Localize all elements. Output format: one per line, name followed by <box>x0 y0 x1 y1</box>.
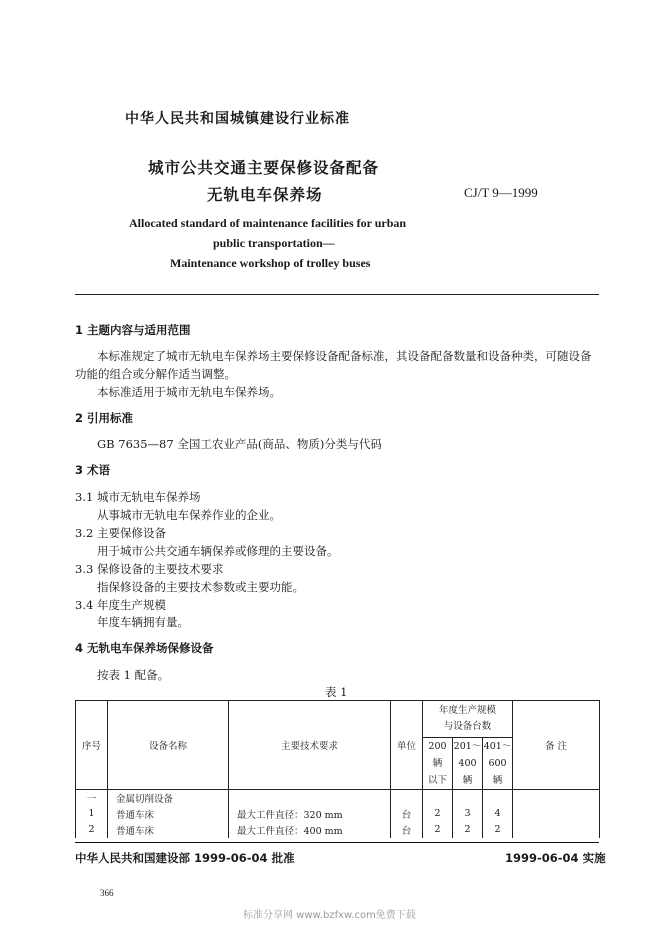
cell-no: 2 <box>76 822 108 838</box>
cell-req <box>229 790 391 806</box>
section-2-title: 2 引用标准 <box>75 411 134 425</box>
term-3-2-definition: 用于城市公共交通车辆保养或修理的主要设备。 <box>97 544 339 558</box>
page-number: 366 <box>100 888 114 898</box>
header-name: 设备名称 <box>108 701 229 790</box>
term-3-3-definition: 指保修设备的主要技术参数或主要功能。 <box>97 580 304 594</box>
cell-note <box>513 790 600 806</box>
cell-note <box>513 822 600 838</box>
cell-c1: 2 <box>423 806 453 822</box>
cell-unit <box>391 790 423 806</box>
cell-c2: 2 <box>453 822 483 838</box>
section-1-title: 1 主题内容与适用范围 <box>75 323 191 337</box>
watermark-text: 标准分享网 www.bzfxw.com免费下载 <box>243 910 416 921</box>
equipment-table <box>75 700 600 838</box>
term-3-4-definition: 年度车辆拥有量。 <box>97 615 189 629</box>
cell-c3: 4 <box>483 806 513 822</box>
cell-note <box>513 806 600 822</box>
cell-c1 <box>423 790 453 806</box>
standard-org: 中华人民共和国城镇建设行业标准 <box>125 111 350 127</box>
header-col1-line2: 以下 <box>427 775 447 786</box>
cell-c3 <box>483 790 513 806</box>
section-1-para-2: 本标准适用于城市无轨电车保养场。 <box>97 385 281 399</box>
reference-standard: GB 7635—87 全国工农业产品(商品、物质)分类与代码 <box>97 437 382 451</box>
header-scale-col1 <box>423 738 453 790</box>
header-scale-col3 <box>483 738 513 790</box>
term-3-4: 3.4 年度生产规模 <box>75 598 166 612</box>
cell-name: 金属切削设备 <box>108 790 229 806</box>
header-col2-line1: 201～ <box>453 741 482 752</box>
cell-c3: 2 <box>483 822 513 838</box>
cell-unit: 台 <box>391 806 423 822</box>
header-unit: 单位 <box>391 701 423 790</box>
approval-line: 中华人民共和国建设部 1999-06-04 批准 <box>75 851 295 865</box>
header-scale <box>423 701 513 738</box>
term-3-2: 3.2 主要保修设备 <box>75 526 166 540</box>
header-divider <box>75 294 599 295</box>
section-3-title: 3 术语 <box>75 463 111 477</box>
section-1-para-1a: 本标准规定了城市无轨电车保养场主要保修设备配备标准，其设备配备数量和设备种类，可随设备 <box>97 349 592 363</box>
header-scale-col2 <box>453 738 483 790</box>
table-row <box>76 790 600 806</box>
header-requirements: 主要技术要求 <box>229 701 391 790</box>
cell-name: 普通车床 <box>108 806 229 822</box>
header-no: 序号 <box>76 701 108 790</box>
header-col2-line2: 400 辆 <box>458 758 477 786</box>
cell-req: 最大工件直径：400 mm <box>229 822 391 838</box>
section-4-para: 按表 1 配备。 <box>97 668 170 682</box>
doc-title-line1: 城市公共交通主要保修设备配备 <box>148 159 380 177</box>
cell-c2 <box>453 790 483 806</box>
cell-c1: 2 <box>423 822 453 838</box>
header-scale-line2: 与设备台数 <box>443 721 492 732</box>
english-title-line1: Allocated standard of maintenance facilities for urban <box>129 216 407 230</box>
table-row <box>76 822 600 838</box>
table-row <box>76 806 600 822</box>
header-note: 备 注 <box>513 701 600 790</box>
term-3-3: 3.3 保修设备的主要技术要求 <box>75 562 224 576</box>
doc-title-line2: 无轨电车保养场 <box>207 186 323 204</box>
english-title-line2: public transportation— <box>213 236 335 250</box>
cell-no: 1 <box>76 806 108 822</box>
cell-no: 一 <box>76 790 108 806</box>
implementation-date: 1999-06-04 实施 <box>505 851 606 865</box>
section-4-title: 4 无轨电车保养场保修设备 <box>75 641 214 655</box>
footer-divider <box>75 842 599 843</box>
header-scale-line1: 年度生产规模 <box>439 705 497 716</box>
term-3-1: 3.1 城市无轨电车保养场 <box>75 490 201 504</box>
header-col3-line1: 401～ <box>483 741 512 752</box>
cell-name: 普通车床 <box>108 822 229 838</box>
section-1-para-1b: 功能的组合或分解作适当调整。 <box>75 367 236 381</box>
standard-code: CJ/T 9—1999 <box>464 185 538 200</box>
table-caption: 表 1 <box>325 685 348 699</box>
cell-req: 最大工件直径：320 mm <box>229 806 391 822</box>
header-col1-line1: 200 辆 <box>428 741 447 769</box>
term-3-1-definition: 从事城市无轨电车保养作业的企业。 <box>97 508 281 522</box>
header-col3-line2: 600 辆 <box>488 758 507 786</box>
english-title-line3: Maintenance workshop of trolley buses <box>170 256 371 270</box>
cell-unit: 台 <box>391 822 423 838</box>
cell-c2: 3 <box>453 806 483 822</box>
